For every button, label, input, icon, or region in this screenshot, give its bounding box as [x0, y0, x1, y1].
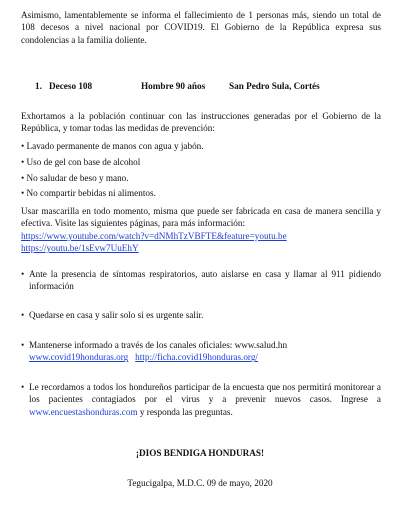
case-person: Hombre 90 años	[141, 81, 206, 91]
bullet-glyph: •	[21, 382, 25, 392]
bullet-glyph: •	[21, 340, 25, 350]
advice-item-survey	[21, 381, 381, 418]
prevention-item: • No compartir bebidas ni alimentos.	[21, 188, 156, 199]
survey-tail: y responda las preguntas.	[137, 406, 233, 417]
bullet-glyph: •	[21, 310, 25, 320]
encuestas-link[interactable]: www.encuestashonduras.com	[29, 406, 138, 417]
prevention-list	[21, 140, 381, 203]
channels-paragraph	[29, 339, 381, 364]
prevention-item: • Uso de gel con base de alcohol	[21, 156, 141, 167]
exhort-paragraph: Exhortamos a la población continuar con las instrucciones generadas por el Gobierno de la República, y tomar todas las medidas de prevención:	[21, 111, 381, 134]
intro-paragraph: Asimismo, lamentablemente se informa el fallecimiento de 1 personas más, siendo un total de 108 decesos a nivel nacional por COVID19. El Gobierno de la República expresa sus condolencias a la familia doliente.	[21, 10, 381, 45]
dateline: Tegucigalpa, M.D.C. 09 de mayo, 2020	[127, 478, 273, 488]
case-number: 1.	[35, 81, 42, 91]
advice-item-channels	[21, 339, 381, 364]
prevention-item: • No saludar de beso y mano.	[21, 172, 129, 183]
ficha-covid19-link[interactable]: http://ficha.covid19honduras.org/	[135, 352, 258, 363]
case-place: San Pedro Sula, Cortés	[229, 81, 320, 91]
bullet-glyph: •	[21, 269, 25, 279]
mask-paragraph	[21, 205, 381, 255]
channels-text: Mantenerse informado a través de los canales oficiales: www.salud.hn	[29, 340, 288, 350]
closing-slogan: ¡DIOS BENDIGA HONDURAS!	[135, 448, 265, 458]
mask-text: Usar mascarilla en todo momento, misma que puede ser fabricada en casa de manera sencilla y efectiva. Visite las siguientes páginas, para más información:	[21, 206, 381, 229]
advice-text: Quedarse en casa y salir solo si es urgente salir.	[29, 310, 204, 320]
case-label: Deceso 108	[49, 81, 93, 91]
youtube-link-1[interactable]: https://www.youtube.com/watch?v=dNMhTzVBFTE&feature=youtu.be	[21, 230, 287, 241]
prevention-item: • Lavado permanente de manos con agua y jabón.	[21, 141, 204, 151]
advice-text: Ante la presencia de síntomas respiratorios, auto aislarse en casa y llamar al 911 pidiendo información	[29, 269, 381, 292]
survey-text: Le recordamos a todos los hondureños participar de la encuesta que nos permitirá monitorear a los pacientes contagiados por el virus y a prevenir nuevos casos. Ingrese a	[29, 382, 381, 405]
advice-item-stay-home	[21, 309, 381, 321]
survey-paragraph	[29, 381, 381, 418]
youtube-link-2[interactable]: https://youtu.be/1sEvw7UuEhY	[21, 243, 139, 254]
covid19honduras-link[interactable]: www.covid19honduras.org	[29, 352, 129, 363]
advice-item-symptoms	[21, 268, 381, 293]
